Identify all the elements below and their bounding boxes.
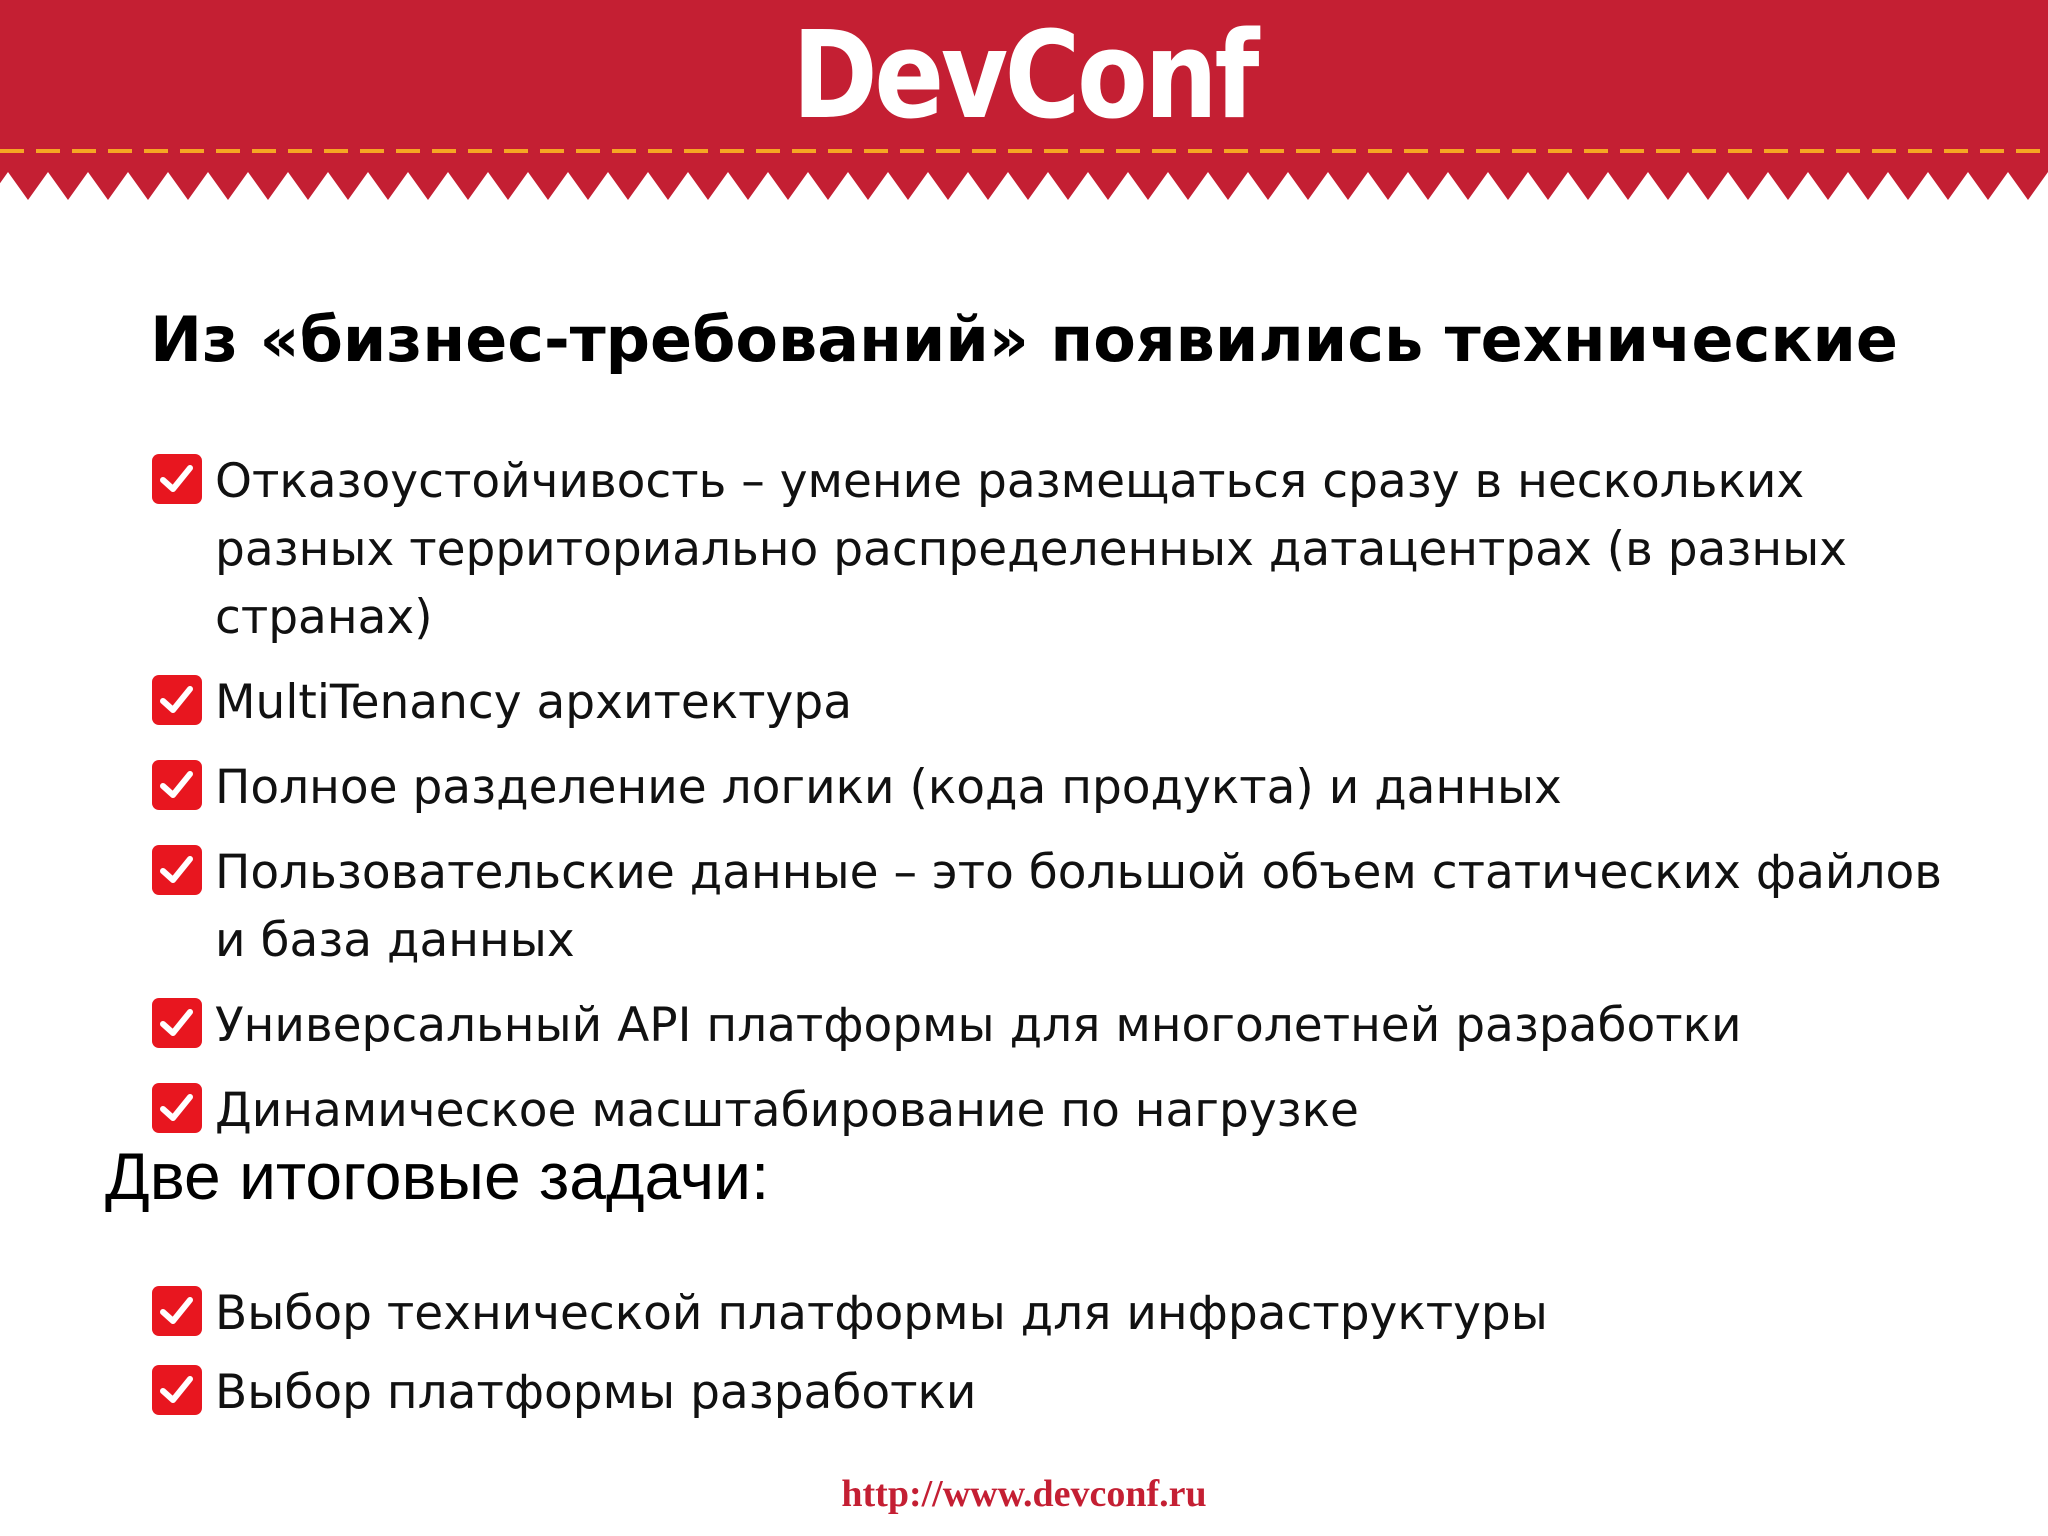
- checkbox-checked-icon: [152, 998, 202, 1048]
- tasks-list: [150, 1280, 1950, 1438]
- checkbox-checked-icon: [152, 1365, 202, 1415]
- requirements-list: [150, 448, 1950, 1162]
- section-subtitle: Две итоговые задачи:: [105, 1139, 770, 1213]
- checkbox-checked-icon: [152, 845, 202, 895]
- list-item-text: Пользовательские данные – это большой объем статических файлов и база данных: [215, 845, 1942, 968]
- list-item: [150, 1077, 1950, 1145]
- list-item: [150, 754, 1950, 822]
- checkbox-checked-icon: [152, 675, 202, 725]
- list-item-text: Универсальный API платформы для многолетней разработки: [215, 998, 1742, 1053]
- slide-title: Из «бизнес-требований» появились технические: [150, 303, 1898, 376]
- checkbox-checked-icon: [152, 1083, 202, 1133]
- list-item: [150, 839, 1950, 975]
- list-item-text: Выбор технической платформы для инфраструктуры: [215, 1286, 1548, 1341]
- checkbox-checked-icon: [152, 760, 202, 810]
- list-item-text: Полное разделение логики (кода продукта) и данных: [215, 760, 1562, 815]
- list-item-text: MultiTenancy архитектура: [215, 675, 853, 730]
- checkbox-checked-icon: [152, 454, 202, 504]
- list-item: [150, 669, 1950, 737]
- list-item: [150, 1280, 1950, 1348]
- list-item-text: Динамическое масштабирование по нагрузке: [215, 1083, 1359, 1138]
- devconf-logo: DevConf: [792, 7, 1256, 146]
- header-banner: [0, 0, 2048, 210]
- checkbox-checked-icon: [152, 1286, 202, 1336]
- footer-url[interactable]: http://www.devconf.ru: [841, 1473, 1207, 1515]
- list-item: [150, 448, 1950, 652]
- list-item: [150, 1359, 1950, 1427]
- list-item-text: Отказоустойчивость – умение размещаться сразу в нескольких разных территориально распределенных датацентрах (в разных странах): [215, 454, 1847, 645]
- list-item-text: Выбор платформы разработки: [215, 1365, 977, 1420]
- list-item: [150, 992, 1950, 1060]
